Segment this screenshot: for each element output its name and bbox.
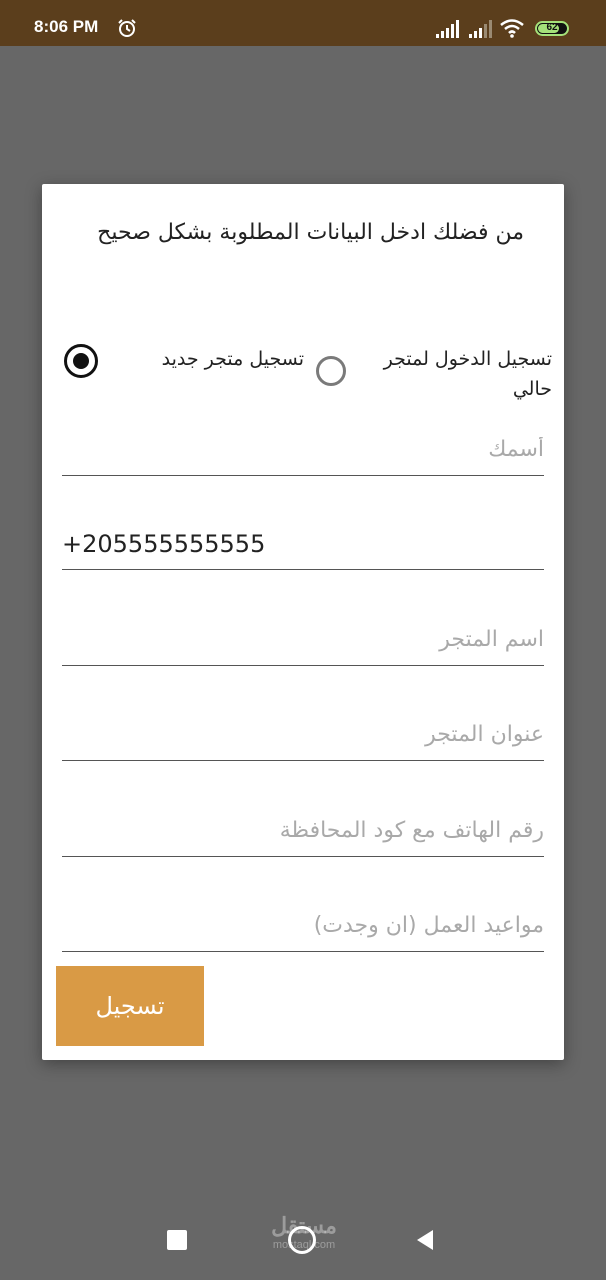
radio-new-store-label: تسجيل متجر جديد <box>161 348 304 370</box>
account-type-radio-group <box>42 334 564 404</box>
mostaql-watermark-logo <box>262 1214 346 1252</box>
phone-input[interactable] <box>62 518 544 570</box>
back-triangle-icon[interactable] <box>415 1229 435 1251</box>
store-address-input[interactable] <box>62 709 544 761</box>
name-input[interactable] <box>62 424 544 476</box>
alarm-clock-icon <box>117 18 137 38</box>
radio-checked-icon <box>64 344 98 378</box>
landline-phone-input[interactable] <box>62 805 544 857</box>
registration-dialog <box>42 184 564 1060</box>
radio-login-existing-store[interactable] <box>316 344 552 402</box>
working-hours-input[interactable] <box>62 900 544 952</box>
battery-level: 62 <box>546 22 558 33</box>
watermark-main: مستقل <box>271 1213 337 1238</box>
radio-register-new-store[interactable] <box>64 338 304 378</box>
status-time: 8:06 PM <box>34 17 99 36</box>
wifi-icon <box>500 18 524 38</box>
watermark-sub: mostaql.com <box>272 1239 336 1251</box>
register-button[interactable]: تسجيل <box>56 966 204 1046</box>
recents-square-icon[interactable] <box>167 1230 187 1250</box>
status-bar <box>0 0 606 46</box>
dialog-message: من فضلك ادخل البيانات المطلوبة بشكل صحيح <box>97 220 524 245</box>
radio-unchecked-icon <box>316 356 346 386</box>
cell-signal-icon <box>436 20 460 38</box>
radio-login-label: تسجيل الدخول لمتجر حالي <box>383 348 552 400</box>
store-name-input[interactable] <box>62 614 544 666</box>
battery-icon <box>535 21 569 36</box>
cell-signal-weak-icon <box>469 20 493 38</box>
